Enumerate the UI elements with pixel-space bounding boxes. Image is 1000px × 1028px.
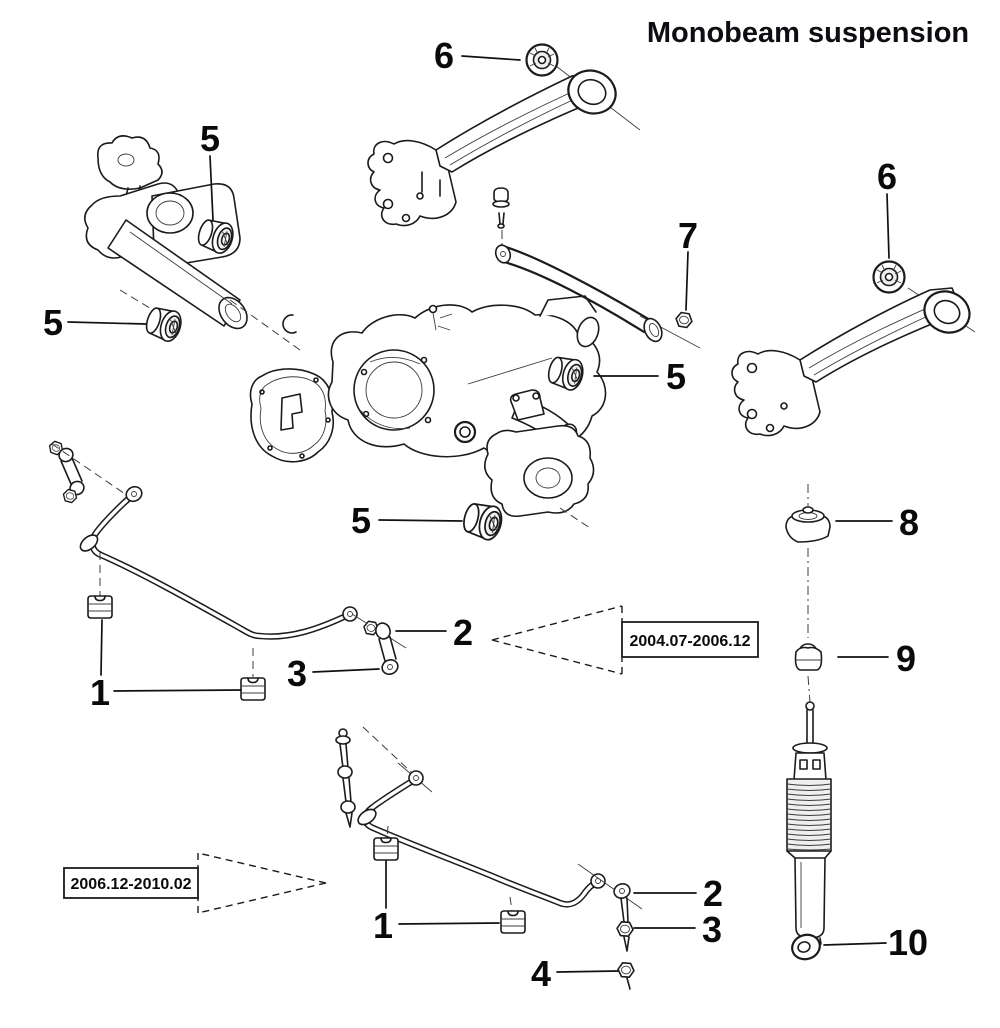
callout-1-early: 1: [89, 672, 111, 713]
callout-5-mid: 5: [665, 356, 687, 397]
bushing-5-bottom: [461, 500, 505, 542]
callout-9: 9: [895, 638, 917, 679]
callout-7: 7: [677, 215, 699, 256]
callout-6-top: 6: [433, 35, 455, 76]
callout-10: 10: [887, 922, 929, 963]
bushing-6-right: [874, 262, 905, 293]
callout-5-top: 5: [199, 118, 221, 159]
early-drop-link-left: [48, 440, 86, 503]
late-link-left: [336, 729, 355, 827]
shock-absorber-column: [786, 484, 831, 963]
banner-early: [492, 606, 758, 674]
bushing-6-top: [527, 45, 558, 76]
callout-1-late: 1: [372, 905, 394, 946]
axle-knuckle-left: [85, 136, 300, 350]
banner-early-label: 2004.07-2006.12: [629, 633, 751, 650]
nut-4-late: [617, 962, 634, 977]
callout-2-late: 2: [702, 873, 724, 914]
callout-6-right: 6: [876, 156, 898, 197]
late-bar-bushing-right: [501, 911, 525, 933]
nut-3-late: [616, 921, 633, 936]
early-bar-bushing-left: [88, 596, 112, 618]
shock-absorber-10: [787, 702, 831, 963]
callout-8: 8: [898, 502, 920, 543]
callout-2-early: 2: [452, 612, 474, 653]
nut-7: [675, 312, 693, 328]
banner-late-label: 2006.12-2010.02: [70, 876, 192, 893]
bushing-5-left: [143, 304, 184, 344]
top-mount-8: [786, 507, 830, 542]
stabilizer-bar-late: [336, 727, 642, 989]
callout-3-early: 3: [286, 653, 308, 694]
callout-3-late: 3: [701, 909, 723, 950]
banner-late: [64, 853, 326, 913]
early-bar-bushing-right: [241, 678, 265, 700]
callout-4-late: 4: [530, 953, 552, 994]
late-bar-bushing-left: [374, 838, 398, 860]
early-drop-link-right: [352, 614, 406, 677]
callout-5-left: 5: [42, 302, 64, 343]
bump-stop-9: [796, 644, 823, 670]
trailing-arm-right: [732, 262, 976, 436]
page-title: Monobeam suspension: [646, 17, 970, 49]
late-link-right: [578, 864, 642, 989]
callout-5-bottom: 5: [350, 500, 372, 541]
